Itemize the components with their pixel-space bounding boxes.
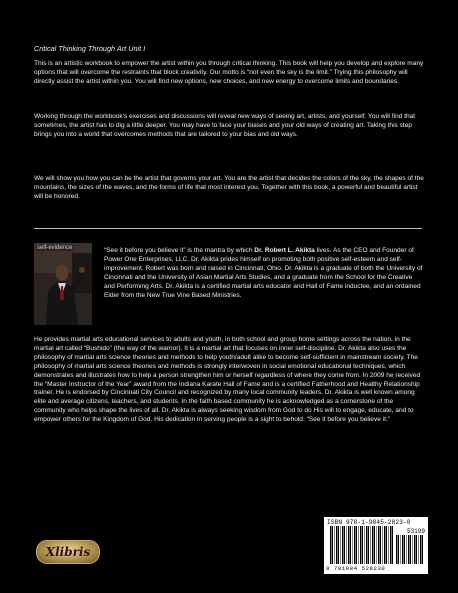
publisher-logo (36, 540, 100, 564)
isbn-text: ISBN 978-1-9845-2823-0 (327, 519, 411, 526)
intro-paragraph-2: Working through the workbook’s exercises and discussions will reveal new ways of seeing art, artists, and yourself. You will find that sometimes, the artist has to dig a little deeper. You may have to face your biases and your old ways of creating art. Taking this step brings you into a world that overcomes methods that are tailored to your bias and old ways. (34, 113, 416, 138)
author-bio-main: He provides martial arts educational services to adults and youth, in both school and group home settings across the nation, in the martial art called “Bushido” (the way of the warrior). It is a martial art that focuses on inner self-discipline. Dr. Akikta also uses the philosophy of martial arts science theories and methods to help youth/adult alike to become self-sufficient in mainstream society. The philosophy of martial arts science theories and methods is strongly interwoven in social emotional educational techniques, which demonstrates and illustrates how to help a person strengthen him or herself regardless of where they come from. In 2009 he received the “Master Instructor of the Year” award from the Indiana Karate Hall of Fame and is a certified Fatherhood and Healthy Relationship trainer. He is endorsed by Cincinnati City Council and recognized by many local community leaders. Dr. Akikta is well known among elite and average citizens, teachers, and students. In the faith based community he is acknowledged as a cornerstone of the community who helps shape the lives of all. Dr. Akikta is always seeking wisdom from God to do His will to engage, educate, and to empower others for the Kingdom of God. His dedication in serving people is a sight to behold: “See it before you believe it.” (34, 336, 421, 424)
barcode-icon (330, 526, 394, 564)
publisher-logo-text: Xlibris (45, 545, 91, 559)
price-code: 53199 (406, 528, 425, 535)
author-photo (34, 243, 92, 325)
barcode-panel (324, 517, 428, 574)
author-figure-icon (34, 243, 92, 325)
series-title: Critical Thinking Through Art Unit I (34, 44, 146, 53)
author-name: Dr. Robert L. Akikta (254, 247, 315, 254)
photo-caption: self-evidence (37, 245, 73, 251)
section-divider (34, 228, 422, 229)
bio-rest: lives. As the CEO and Founder of Power One Enterprises, LLC. Dr. Akikta prides himself on promoting both positive self-esteem and self-improvement. Robert was born and raised in Cincinnati, Ohio. Dr. Akikta is a graduate of both the University of Cincinnati and the University of Asian Martial Arts Studies, and a graduate from the School for the Creative and Performing Arts. Dr. Akikta is a certified martial arts educator and Hall of Fame inductee, and an ordained Elder from the New True Vine Based Ministries. (104, 247, 423, 299)
ean-digits: 9 781984 528230 (326, 565, 386, 572)
barcode-addon-icon (396, 535, 424, 564)
intro-paragraph-3: We will show you how you can be the artist that governs your art. You are the artist that decides the colors of the sky, the shapes of the mountains, the sizes of the waves, and the forms of life that most interest you. Together with this book, a powerful and beautiful artist will be honored. (34, 175, 424, 200)
bio-lead: “See it before you believe it” is the mantra by which (104, 247, 255, 254)
intro-paragraph-1: This is an artistic workbook to empower the artist within you through critical thinking. This book will help you develop and explore many options that will overcome the restraints that block creativity. Our motto is “not even the sky is the limit.” Trying this philosophy will directly assist the artist within you. You will find new options, new choices, and new energy to overcome limits and boundaries. (34, 60, 424, 85)
author-bio-intro (104, 247, 424, 300)
